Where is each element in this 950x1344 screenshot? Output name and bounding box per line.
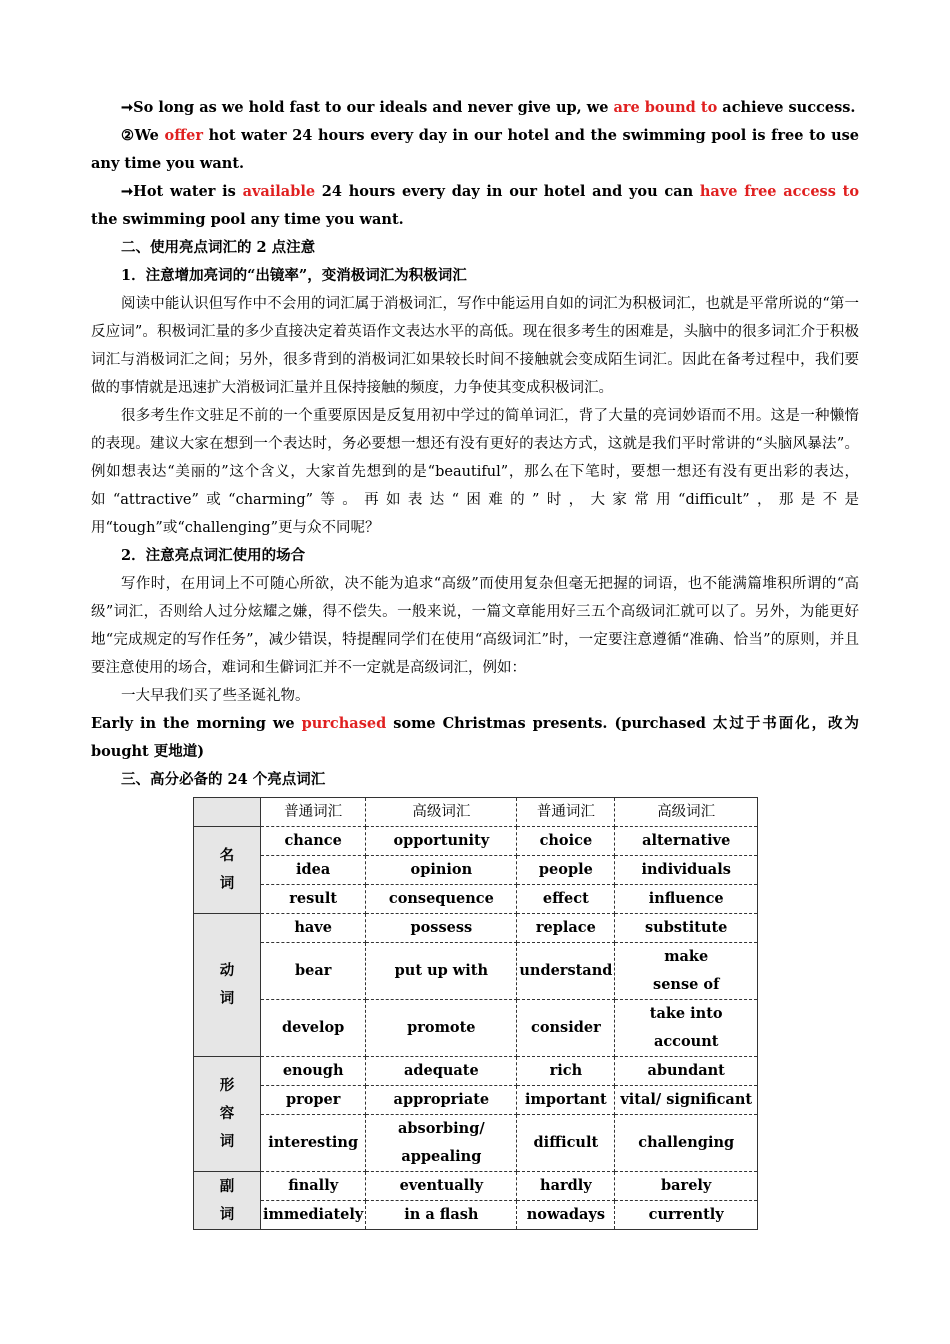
section-heading-3: 三、高分必备的 24 个亮点词汇	[121, 771, 326, 788]
table-cell: opportunity	[366, 827, 517, 856]
example-1-rewrite: ➞So long as we hold fast to our ideals and never give up, we are bound to achieve success.	[121, 99, 856, 116]
subheading-2-1: 1．注意增加亮词的“出镜率”，变消极词汇为积极词汇	[121, 267, 467, 284]
table-cell: eventually	[366, 1172, 517, 1201]
table-cell: barely	[615, 1172, 758, 1201]
table-cell: currently	[615, 1201, 758, 1230]
table-cell: consider	[517, 1000, 615, 1057]
table-cell: abundant	[615, 1057, 758, 1086]
table-cell: adequate	[366, 1057, 517, 1086]
table-row	[194, 856, 758, 885]
table-cell: influence	[615, 885, 758, 914]
table-cell: vital/ significant	[615, 1086, 758, 1115]
table-corner	[194, 798, 261, 827]
category-noun: 名 词	[194, 827, 261, 914]
category-adverb: 副 词	[194, 1172, 261, 1230]
table-cell: replace	[517, 914, 615, 943]
table-cell: proper	[261, 1086, 366, 1115]
example-2-rewrite: ➞Hot water is available 24 hours every day in our hotel and you can have free access to the swimming pool any time you want.	[91, 183, 859, 228]
table-cell: put up with	[366, 943, 517, 1000]
paragraph-1: 阅读中能认识但写作中不会用的词汇属于消极词汇，写作中能运用自如的词汇为积极词汇，也就是平常所说的“第一反应词”。积极词汇量的多少直接决定着英语作文表达水平的高低。现在很多考生的困难是，头脑中的很多词汇介于积极词汇与消极词汇之间；另外，很多背到的消极词汇如果较长时间不接触就会变成陌生词汇。因此在备考过程中，我们要做的事情就是迅速扩大消极词汇量并且保持接触的频度，力争使其变成积极词汇。	[91, 296, 859, 396]
table-row	[194, 885, 758, 914]
table-cell: have	[261, 914, 366, 943]
table-cell: people	[517, 856, 615, 885]
table-cell: interesting	[261, 1115, 366, 1172]
table-row	[194, 827, 758, 856]
table-row	[194, 1086, 758, 1115]
table-cell: challenging	[615, 1115, 758, 1172]
header-cell: 高级词汇	[615, 798, 758, 827]
table-cell: important	[517, 1086, 615, 1115]
table-cell: chance	[261, 827, 366, 856]
table-row	[194, 914, 758, 943]
table-cell: opinion	[366, 856, 517, 885]
header-cell: 高级词汇	[366, 798, 517, 827]
table-cell: enough	[261, 1057, 366, 1086]
table-cell: result	[261, 885, 366, 914]
table-cell: idea	[261, 856, 366, 885]
table-cell: nowadays	[517, 1201, 615, 1230]
paragraph-3: 写作时，在用词上不可随心所欲，决不能为追求“高级”而使用复杂但毫无把握的词语，也不能满篇堆积所谓的“高级”词汇，否则给人过分炫耀之嫌，得不偿失。一般来说，一篇文章能用好三五个高级词汇就可以了。另外，为能更好地“完成规定的写作任务”，减少错误，特提醒同学们在使用“高级词汇”时，一定要注意遵循“准确、恰当”的原则，并且要注意使用的场合，难词和生僻词汇并不一定就是高级词汇，例如：	[91, 576, 859, 676]
table-row	[194, 943, 758, 1000]
table-header-row	[194, 798, 758, 827]
table-cell: difficult	[517, 1115, 615, 1172]
table-cell: take into account	[615, 1000, 758, 1057]
table-cell: possess	[366, 914, 517, 943]
paragraph-2: 很多考生作文驻足不前的一个重要原因是反复用初中学过的简单词汇，背了大量的亮词妙语而不用。这是一种懒惰的表现。建议大家在想到一个表达时，务必要想一想还有没有更好的表达方式，这就是我们平时常讲的“头脑风暴法”。例如想表达“美丽的”这个含义，大家首先想到的是“beautiful”，那么在下笔时，要想一想还有没有更出彩的表达，如“attractive”或“charming”等。再如表达“困难的”时，大家常用“difficult”，那是不是用“tough”或“challenging”更与众不同呢？	[91, 408, 859, 536]
section-heading-2: 二、使用亮点词汇的 2 点注意	[121, 239, 316, 256]
table-cell: choice	[517, 827, 615, 856]
table-cell: promote	[366, 1000, 517, 1057]
table-row	[194, 1115, 758, 1172]
example-chinese: 一大早我们买了些圣诞礼物。	[121, 688, 310, 704]
table-cell: make sense of	[615, 943, 758, 1000]
table-cell: in a flash	[366, 1201, 517, 1230]
table-row	[194, 1201, 758, 1230]
table-cell: absorbing/ appealing	[366, 1115, 517, 1172]
table-cell: effect	[517, 885, 615, 914]
vocabulary-table	[193, 797, 758, 1230]
header-cell: 普通词汇	[261, 798, 366, 827]
table-cell: appropriate	[366, 1086, 517, 1115]
table-cell: rich	[517, 1057, 615, 1086]
table-cell: individuals	[615, 856, 758, 885]
table-cell: immediately	[261, 1201, 366, 1230]
document-body	[91, 94, 859, 794]
header-cell: 普通词汇	[517, 798, 615, 827]
table-cell: develop	[261, 1000, 366, 1057]
example-2: ②We offer hot water 24 hours every day in our hotel and the swimming pool is free to use any time you want.	[91, 127, 859, 172]
table-cell: finally	[261, 1172, 366, 1201]
example-english: Early in the morning we purchased some Christmas presents. (purchased 太过于书面化，改为 bought 更地道)	[91, 715, 859, 760]
category-verb: 动 词	[194, 914, 261, 1057]
table-cell: substitute	[615, 914, 758, 943]
table-row	[194, 1000, 758, 1057]
table-cell: consequence	[366, 885, 517, 914]
table-row	[194, 1172, 758, 1201]
subheading-2-2: 2．注意亮点词汇使用的场合	[121, 547, 306, 564]
table-cell: bear	[261, 943, 366, 1000]
table-row	[194, 1057, 758, 1086]
table-cell: understand	[517, 943, 615, 1000]
table-cell: hardly	[517, 1172, 615, 1201]
table-cell: alternative	[615, 827, 758, 856]
category-adjective: 形 容 词	[194, 1057, 261, 1172]
